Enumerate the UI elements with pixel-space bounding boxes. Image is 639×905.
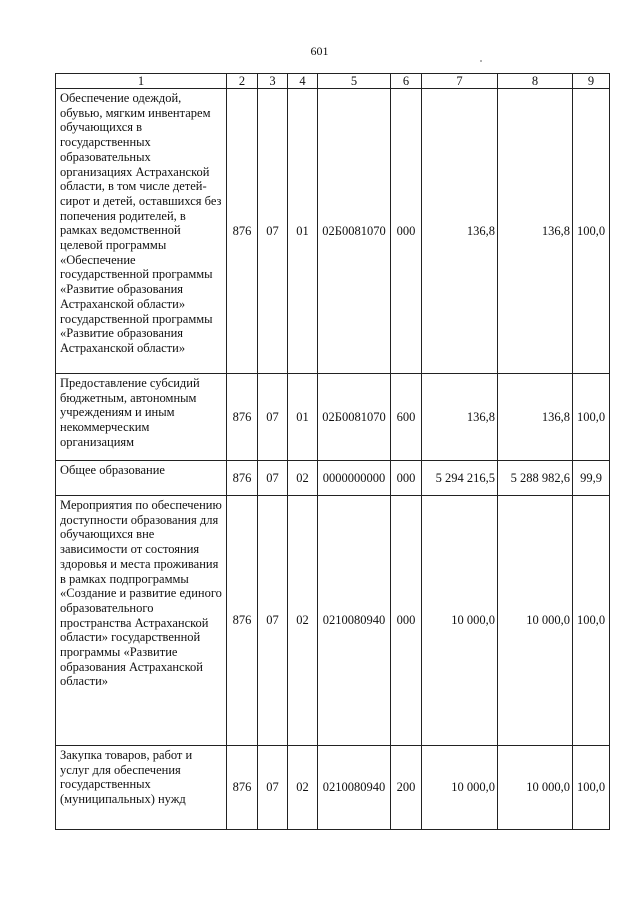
- section-code: 07: [258, 746, 288, 830]
- column-header: 9: [573, 74, 610, 89]
- row-name: Закупка товаров, работ и услуг для обеспечения государственных (муниципальных) нужд: [56, 746, 227, 830]
- planned-amount: 136,8: [422, 89, 498, 374]
- subsection-code: 01: [288, 374, 318, 461]
- column-header: 7: [422, 74, 498, 89]
- target-article: 0000000000: [318, 461, 391, 496]
- column-header: 6: [391, 74, 422, 89]
- ministry-code: 876: [227, 496, 258, 746]
- execution-percent: 100,0: [573, 746, 610, 830]
- column-header: 4: [288, 74, 318, 89]
- table-row: [56, 89, 610, 374]
- ministry-code: 876: [227, 746, 258, 830]
- ministry-code: 876: [227, 461, 258, 496]
- target-article: 0210080940: [318, 746, 391, 830]
- table-row: [56, 374, 610, 461]
- section-code: 07: [258, 89, 288, 374]
- section-code: 07: [258, 461, 288, 496]
- column-header: 5: [318, 74, 391, 89]
- row-name: Мероприятия по обеспечению доступности образования для обучающихся вне зависимости от состояния здоровья и места проживания в рамках подпрограммы «Создание и развитие единого образовательного пространства Астраханской области» государственной программы «Развитие образования Астраханской области»: [56, 496, 227, 746]
- executed-amount: 10 000,0: [498, 496, 573, 746]
- expense-type: 000: [391, 496, 422, 746]
- planned-amount: 136,8: [422, 374, 498, 461]
- scan-speck: [480, 60, 482, 62]
- row-name: Общее образование: [56, 461, 227, 496]
- execution-percent: 99,9: [573, 461, 610, 496]
- subsection-code: 02: [288, 496, 318, 746]
- budget-table: [55, 73, 610, 830]
- target-article: 02Б0081070: [318, 89, 391, 374]
- table-row: [56, 496, 610, 746]
- subsection-code: 02: [288, 746, 318, 830]
- execution-percent: 100,0: [573, 374, 610, 461]
- expense-type: 600: [391, 374, 422, 461]
- column-number-header: [56, 74, 610, 89]
- executed-amount: 10 000,0: [498, 746, 573, 830]
- subsection-code: 01: [288, 89, 318, 374]
- target-article: 0210080940: [318, 496, 391, 746]
- executed-amount: 136,8: [498, 374, 573, 461]
- planned-amount: 10 000,0: [422, 746, 498, 830]
- expense-type: 000: [391, 461, 422, 496]
- execution-percent: 100,0: [573, 496, 610, 746]
- planned-amount: 10 000,0: [422, 496, 498, 746]
- ministry-code: 876: [227, 89, 258, 374]
- page-number: 601: [310, 44, 329, 58]
- executed-amount: 136,8: [498, 89, 573, 374]
- execution-percent: 100,0: [573, 89, 610, 374]
- planned-amount: 5 294 216,5: [422, 461, 498, 496]
- column-header: 1: [56, 74, 227, 89]
- expense-type: 200: [391, 746, 422, 830]
- table-row: [56, 461, 610, 496]
- section-code: 07: [258, 496, 288, 746]
- column-header: 8: [498, 74, 573, 89]
- column-header: 2: [227, 74, 258, 89]
- expense-type: 000: [391, 89, 422, 374]
- column-header: 3: [258, 74, 288, 89]
- row-name: Обеспечение одеждой, обувью, мягким инвентарем обучающихся в государственных образовательных организациях Астраханской области, в том числе детей-сирот и детей, оставшихся без попечения родителей, в рамках ведомственной целевой программы «Обеспечение государственной программы «Развитие образования Астраханской области» государственной программы «Развитие образования Астраханской области»: [56, 89, 227, 374]
- ministry-code: 876: [227, 374, 258, 461]
- executed-amount: 5 288 982,6: [498, 461, 573, 496]
- section-code: 07: [258, 374, 288, 461]
- row-name: Предоставление субсидий бюджетным, автономным учреждениям и иным некоммерческим организациям: [56, 374, 227, 461]
- subsection-code: 02: [288, 461, 318, 496]
- table-row: [56, 746, 610, 830]
- target-article: 02Б0081070: [318, 374, 391, 461]
